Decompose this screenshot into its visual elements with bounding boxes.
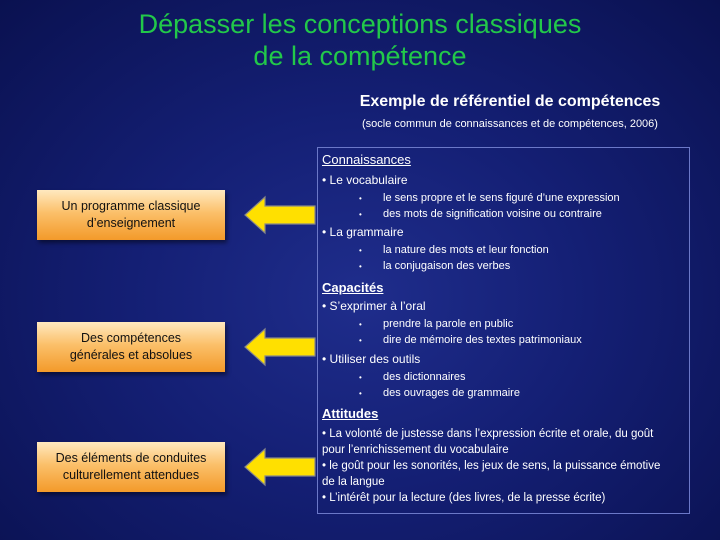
bullet-icon: • xyxy=(359,319,362,329)
attitude-line: • L’intérêt pour la lecture (des livres, de la presse écrite) xyxy=(322,492,606,504)
box-line: Des éléments de conduites xyxy=(55,451,207,465)
bullet-icon: • xyxy=(359,193,362,203)
box-competences-generales xyxy=(37,322,225,372)
subitem: • des dictionnaires xyxy=(359,371,466,383)
subitem: • dire de mémoire des textes patrimoniaux xyxy=(359,334,582,346)
box-programme-classique xyxy=(37,190,225,240)
attitude-line: • le goût pour les sonorités, les jeux de sens, la puissance émotive xyxy=(322,460,661,472)
attitude-line: • La volonté de justesse dans l’expression écrite et orale, du goût xyxy=(322,428,654,440)
title-line-2: de la compétence xyxy=(253,41,467,71)
heading-attitudes: Attitudes xyxy=(322,406,379,421)
slide-title xyxy=(0,8,720,72)
attitudes-text xyxy=(322,426,687,506)
box-line: Des compétences xyxy=(80,331,182,345)
heading-capacites: Capacités xyxy=(322,280,384,295)
heading-connaissances: Connaissances xyxy=(322,152,411,167)
subitem: • la conjugaison des verbes xyxy=(359,260,511,272)
bullet-icon: • xyxy=(359,209,362,219)
subnote: (socle commun de connaissances et de compétences, 2006) xyxy=(362,118,658,130)
bullet-icon: • xyxy=(359,388,362,398)
subitem: • prendre la parole en public xyxy=(359,318,514,330)
subitem: • des mots de signification voisine ou contraire xyxy=(359,208,602,220)
attitude-line: pour l’enrichissement du vocabulaire xyxy=(322,444,509,456)
bullet-icon: • xyxy=(359,261,362,271)
subitem: • le sens propre et le sens figuré d’une expression xyxy=(359,192,620,204)
title-line-1: Dépasser les conceptions classiques xyxy=(138,9,582,39)
subitem: • la nature des mots et leur fonction xyxy=(359,244,549,256)
box-line: culturellement attendues xyxy=(62,468,200,482)
bullet-icon: • xyxy=(359,245,362,255)
box-elements-conduites xyxy=(37,442,225,492)
item-grammaire: • La grammaire xyxy=(322,225,404,239)
left-arrow-icon xyxy=(243,327,317,367)
left-arrow-icon xyxy=(243,195,317,235)
box-line: générales et absolues xyxy=(69,348,193,362)
attitude-line: de la langue xyxy=(322,476,385,488)
bullet-icon: • xyxy=(359,335,362,345)
bullet-icon: • xyxy=(359,372,362,382)
subtitle: Exemple de référentiel de compétences xyxy=(359,93,661,110)
box-line: Un programme classique xyxy=(61,199,201,213)
item-vocabulaire: • Le vocabulaire xyxy=(322,173,408,187)
item-exprimer-oral: • S’exprimer à l’oral xyxy=(322,299,426,313)
left-arrow-icon xyxy=(243,447,317,487)
subitem: • des ouvrages de grammaire xyxy=(359,387,520,399)
box-line: d’enseignement xyxy=(86,216,176,230)
item-utiliser-outils: • Utiliser des outils xyxy=(322,352,421,366)
